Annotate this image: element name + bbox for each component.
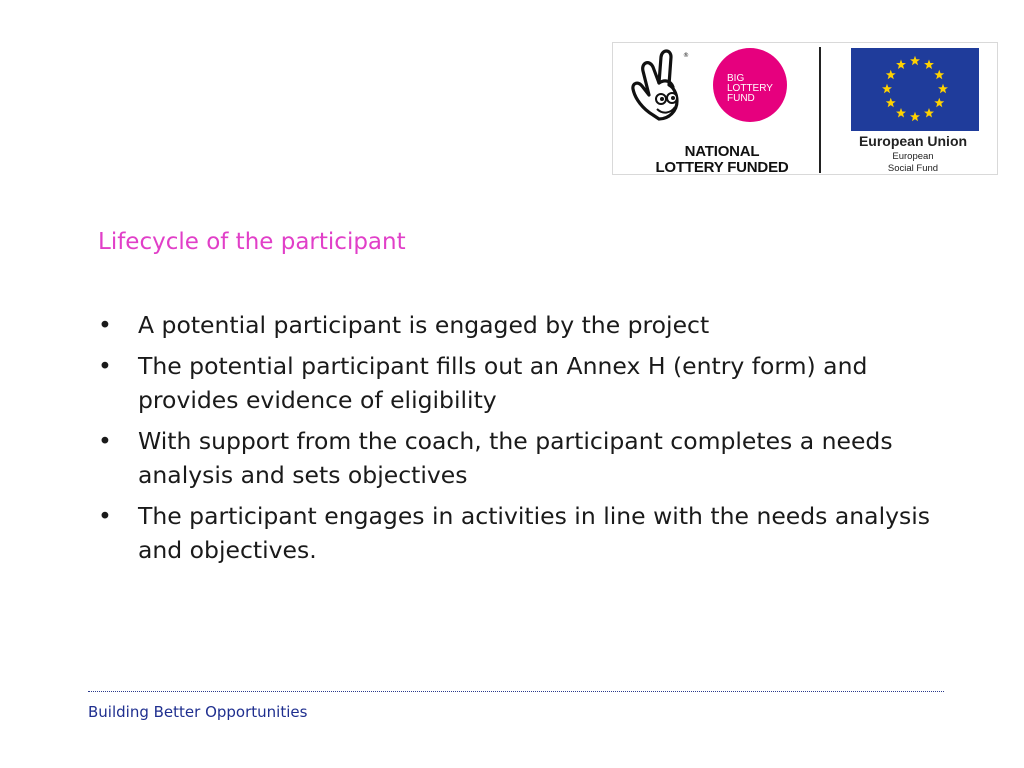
big-lottery-word-1: BIG [727, 73, 745, 84]
funder-logos [612, 42, 998, 175]
bullet-text: With support from the coach, the participant completes a needs analysis and sets objectives [138, 427, 893, 489]
eu-subtitle-line1: European [892, 151, 934, 162]
crossed-fingers-logo-icon [633, 51, 677, 119]
bullet-dot: • [98, 502, 112, 530]
bullet-item [98, 349, 958, 417]
slide-title: Lifecycle of the participant [98, 229, 406, 255]
footer-text: Building Better Opportunities [88, 703, 308, 721]
footer-divider [88, 691, 944, 692]
national-lottery-line1: NATIONAL [684, 143, 760, 160]
bullet-dot: • [98, 352, 112, 380]
eu-subtitle-line2: Social Fund [887, 163, 939, 174]
national-lottery-line2: LOTTERY FUNDED [655, 159, 789, 176]
bullet-text: The potential participant fills out an Annex H (entry form) and provides evidence of eligibility [138, 352, 868, 414]
eu-title: European Union [858, 133, 968, 149]
bullet-item [98, 424, 958, 492]
big-lottery-word-2: LOTTERY [727, 83, 773, 94]
bullet-item [98, 499, 958, 567]
bullet-list [98, 308, 958, 574]
bullet-dot: • [98, 427, 112, 455]
bullet-text: A potential participant is engaged by the project [138, 311, 710, 339]
bullet-dot: • [98, 311, 112, 339]
bullet-text: The participant engages in activities in line with the needs analysis and objectives. [138, 502, 931, 564]
bullet-item [98, 308, 958, 342]
big-lottery-fund-text [727, 73, 773, 104]
big-lottery-word-3: FUND [727, 93, 755, 104]
svg-text:®: ® [683, 52, 689, 59]
logo-divider [819, 47, 821, 173]
